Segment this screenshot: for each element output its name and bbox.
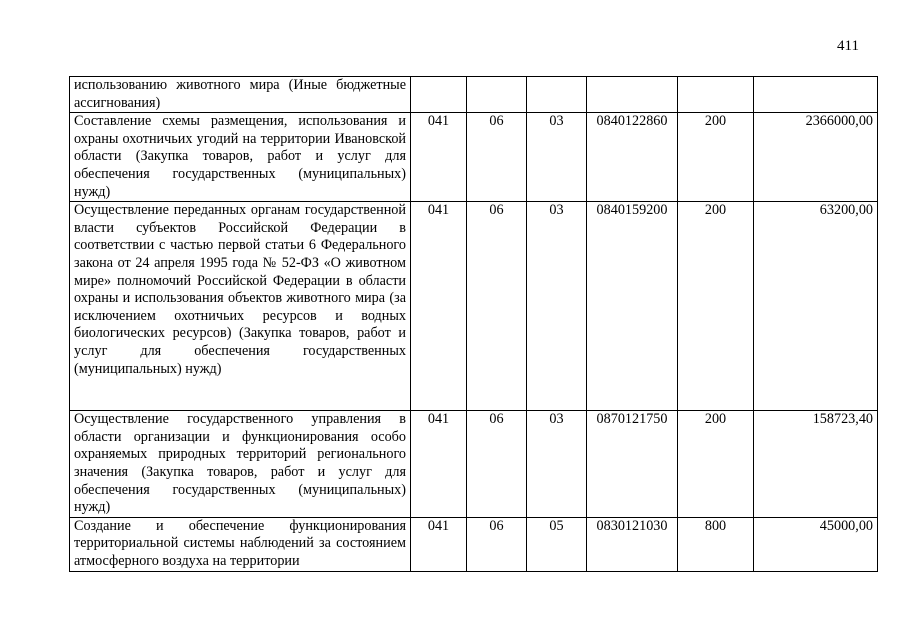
section-code-cell: 06 <box>467 202 527 411</box>
amount-cell <box>754 77 878 113</box>
subsection-code-cell: 03 <box>527 113 587 202</box>
row-description: Осуществление переданных органам государственной власти субъектов Российской Федерации в соответствии с частью первой статьи 6 Федерального закона от 24 апреля 1995 года № 52-ФЗ «О животном мире» полномочий Российской Федерации в области охраны и использования объектов животного мира (за исключением охотничьих ресурсов и водных биологических ресурсов) (Закупка товаров, работ и услуг для обеспечения государственных (муниципальных) нужд) <box>70 202 411 411</box>
section-code-cell <box>467 77 527 113</box>
ministry-code-cell: 041 <box>411 411 467 518</box>
amount-cell: 158723,40 <box>754 411 878 518</box>
subsection-code-cell <box>527 77 587 113</box>
expense-type-cell: 200 <box>678 113 754 202</box>
table-row <box>70 113 878 202</box>
target-article-cell: 0830121030 <box>587 517 678 571</box>
amount-cell: 63200,00 <box>754 202 878 411</box>
target-article-cell: 0840122860 <box>587 113 678 202</box>
target-article-cell: 0870121750 <box>587 411 678 518</box>
expense-type-cell: 800 <box>678 517 754 571</box>
section-code-cell: 06 <box>467 113 527 202</box>
subsection-code-cell: 05 <box>527 517 587 571</box>
row-description: Составление схемы размещения, использования и охраны охотничьих угодий на территории Ивановской области (Закупка товаров, работ и услуг для обеспечения государственных (муниципальных) нужд) <box>70 113 411 202</box>
subsection-code-cell: 03 <box>527 202 587 411</box>
target-article-cell: 0840159200 <box>587 202 678 411</box>
section-code-cell: 06 <box>467 411 527 518</box>
table-row <box>70 77 878 113</box>
expense-type-cell <box>678 77 754 113</box>
target-article-cell <box>587 77 678 113</box>
row-description: Осуществление государственного управления в области организации и функционирования особо охраняемых природных территорий регионального значения (Закупка товаров, работ и услуг для обеспечения государственных (муниципальных) нужд) <box>70 411 411 518</box>
table-row <box>70 411 878 518</box>
expense-type-cell: 200 <box>678 202 754 411</box>
table-row <box>70 517 878 571</box>
row-description: использованию животного мира (Иные бюджетные ассигнования) <box>70 77 411 113</box>
ministry-code-cell: 041 <box>411 517 467 571</box>
section-code-cell: 06 <box>467 517 527 571</box>
amount-cell: 2366000,00 <box>754 113 878 202</box>
ministry-code-cell: 041 <box>411 113 467 202</box>
expense-type-cell: 200 <box>678 411 754 518</box>
page-number: 411 <box>837 38 859 54</box>
subsection-code-cell: 03 <box>527 411 587 518</box>
ministry-code-cell: 041 <box>411 202 467 411</box>
table-row <box>70 202 878 411</box>
budget-table <box>69 76 878 572</box>
amount-cell: 45000,00 <box>754 517 878 571</box>
row-description: Создание и обеспечение функционирования территориальной системы наблюдений за состоянием атмосферного воздуха на территории <box>70 517 411 571</box>
ministry-code-cell <box>411 77 467 113</box>
